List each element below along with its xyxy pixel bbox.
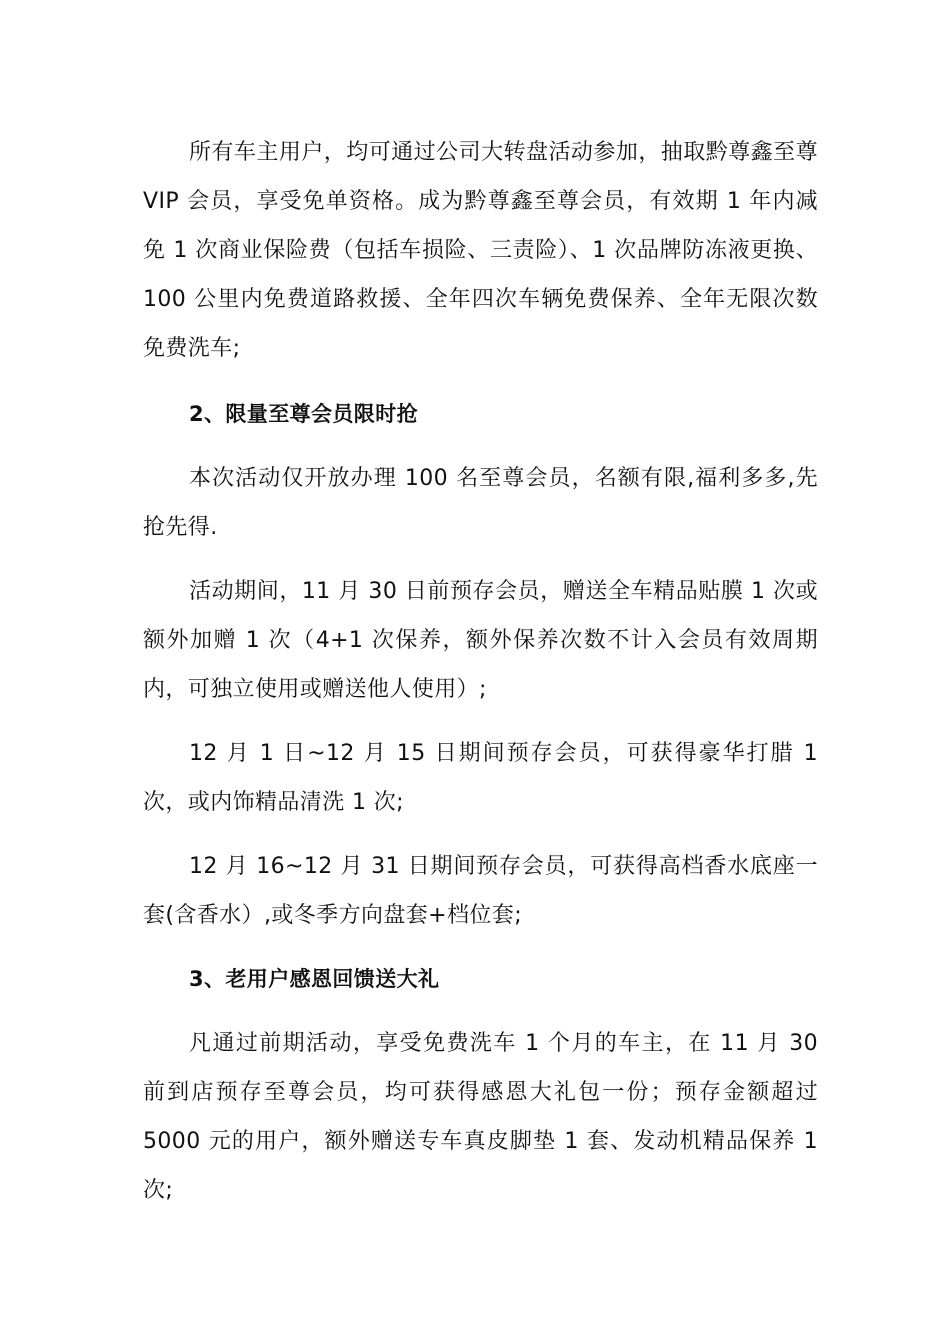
section-heading-limited-vip: 2、限量至尊会员限时抢 bbox=[189, 402, 419, 426]
paragraph-vip-lottery: 所有车主用户，均可通过公司大转盘活动参加，抽取黔尊鑫至尊 VIP 会员，享受免单资格。成为黔尊鑫至尊会员，有效期 1 年内减免 1 次商业保险费（包括车损险、三责险）、1 次品牌防冻液更换、100 公里内免费道路救援、全年四次车辆免费保养、全年无限次数免费洗车; bbox=[143, 140, 818, 361]
paragraph-dec1-dec15: 12 月 1 日~12 月 15 日期间预存会员，可获得豪华打腊 1 次，或内饰精品清洗 1 次; bbox=[143, 741, 818, 815]
section-heading-loyal-users: 3、老用户感恩回馈送大礼 bbox=[189, 967, 440, 991]
paragraph-loyal-gift: 凡通过前期活动，享受免费洗车 1 个月的车主，在 11 月 30 前到店预存至尊会员，均可获得感恩大礼包一份；预存金额超过 5000 元的用户，额外赠送专车真皮脚垫 1 套、发动机精品保养 1 次; bbox=[143, 1031, 818, 1203]
paragraph-before-nov30: 活动期间，11 月 30 日前预存会员，赠送全车精品贴膜 1 次或额外加赠 1 次（4+1 次保养，额外保养次数不计入会员有效周期内，可独立使用或赠送他人使用）; bbox=[143, 579, 818, 702]
paragraph-dec16-dec31: 12 月 16~12 月 31 日期间预存会员，可获得高档香水底座一套(含香水）,或冬季方向盘套+档位套; bbox=[143, 854, 818, 928]
document-page bbox=[143, 128, 818, 1215]
paragraph-limited-quota: 本次活动仅开放办理 100 名至尊会员，名额有限,福利多多,先抢先得. bbox=[143, 466, 818, 540]
